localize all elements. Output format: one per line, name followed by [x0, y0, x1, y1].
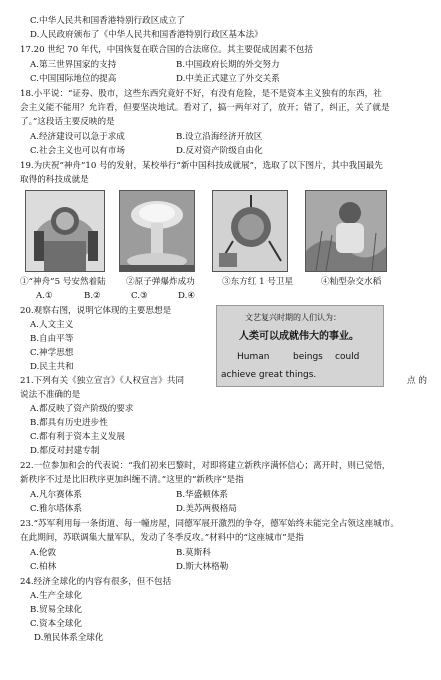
quote-en-word3: could	[335, 352, 360, 362]
q17-option-b: B.中国政府长期的外交努力	[176, 60, 280, 70]
q24-option-c: C.资本全球化	[30, 619, 82, 629]
q19-stem-line1: 19.为庆祝“神舟”10 号的发射，某校举行“新中国科技成就展”，选取了以下图片，其中我国最先	[20, 161, 383, 171]
caption-3: ③东方红 1 号卫星	[222, 277, 294, 287]
q21-stem-line2: 说法不准确的是	[20, 390, 81, 400]
photo-atomic-bomb	[119, 190, 195, 272]
quote-en-word2: beings	[293, 352, 323, 362]
caption-4: ④籼型杂交水稻	[321, 277, 382, 287]
renaissance-quote-box	[216, 305, 384, 387]
q22-option-d: D.美苏两极格局	[176, 504, 237, 514]
q20-option-b: B.自由平等	[30, 334, 74, 344]
q21-option-c: C.都有利于资本主义发展	[30, 432, 125, 442]
prev-option-c: C.中华人民共和国香港特别行政区成立了	[30, 16, 186, 26]
q18-option-a: A.经济建设可以急于求成	[30, 132, 125, 142]
q23-stem-line2: 在此期间，苏联调集大量军队，发动了冬季反攻。”材料中的“这座城市”是指	[20, 533, 304, 543]
q18-stem-line3: 了。”这段话主要反映的是	[20, 117, 115, 127]
q23-option-b: B.莫斯科	[176, 548, 211, 558]
q24-option-a: A.生产全球化	[30, 591, 82, 601]
q19-stem-line2: 取得的科技成就是	[20, 175, 89, 185]
photo-shenzhou5-landing	[25, 190, 105, 272]
q24-option-b: B.贸易全球化	[30, 605, 83, 615]
q22-option-a: A.凡尔赛体系	[30, 490, 82, 500]
q18-option-d: D.反对资产阶级自由化	[176, 146, 263, 156]
prev-option-d: D.人民政府颁布了《中华人民共和国香港特别行政区基本法》	[30, 30, 263, 40]
q21-stem-line1b: 点 的	[407, 376, 427, 386]
q21-option-b: B.都具有历史进步性	[30, 418, 108, 428]
q23-stem-line1: 23.“苏军利用每一条街道、每一幢房屋，同德军展开激烈的争夺，德军始终未能完全占领这座城市。	[20, 519, 399, 529]
q21-option-d: D.都反对封建专制	[30, 446, 100, 456]
q18-stem-line1: 18.小平说：“证券、股市，这些东西究竟好不好，有没有危险，是不是资本主义独有的东西，社	[20, 89, 382, 99]
q19-option-c: C.③	[131, 291, 148, 301]
q24-option-d: D.殖民体系全球化	[34, 633, 104, 643]
quote-main: 人类可以成就伟大的事业。	[239, 331, 359, 342]
quote-en-line2: achieve great things.	[221, 370, 317, 380]
q17-option-c: C.中国国际地位的提高	[30, 74, 117, 84]
q18-stem-line2: 会主义能不能用？允许看，但要坚决地试。看对了，搞一两年对了，放开；错了，纠正，关了就是	[20, 103, 390, 113]
q22-stem-line1: 22.一位参加和会的代表说：“我们初来巴黎时，对即将建立新秩序满怀信心；离开时，则已觉悟，	[20, 461, 391, 471]
q24-stem: 24.经济全球化的内容有很多，但不包括	[20, 577, 172, 587]
q17-stem: 17.20 世纪 70 年代，中国恢复在联合国的合法席位。其主要促成因素不包括	[20, 45, 313, 55]
quote-en-word1: Human	[237, 352, 270, 362]
quote-intro: 文艺复兴时期的人们认为：	[245, 313, 341, 322]
q17-option-a: A.第三世界国家的支持	[30, 60, 117, 70]
q19-option-b: B.②	[84, 291, 101, 301]
q23-option-a: A.伦敦	[30, 548, 57, 558]
caption-1: ①“神舟”5 号安然着陆	[20, 277, 106, 287]
q17-option-d: D.中美正式建立了外交关系	[176, 74, 280, 84]
q21-stem-line1a: 21.下列有关《独立宣言》《人权宣言》共同	[20, 376, 185, 386]
q20-option-d: D.民主共和	[30, 362, 74, 372]
q19-option-a: A.①	[36, 291, 53, 301]
q18-option-c: C.社会主义也可以有市场	[30, 146, 125, 156]
q20-stem: 20.观察右图，说明它体现的主要思想是	[20, 306, 172, 316]
photo-dongfanghong-satellite	[212, 190, 288, 272]
photo-hybrid-rice	[305, 190, 387, 272]
q23-option-c: C.柏林	[30, 562, 57, 572]
q20-option-a: A.人文主义	[30, 320, 74, 330]
q22-stem-line2: 新秩序不过是比旧秩序更加纠缠不清。”这里的“新秩序”是指	[20, 475, 244, 485]
caption-2: ②原子弹爆炸成功	[126, 277, 195, 287]
q19-option-d: D.④	[178, 291, 196, 301]
q22-option-c: C.雅尔塔体系	[30, 504, 82, 514]
q22-option-b: B.华盛顿体系	[176, 490, 229, 500]
q21-option-a: A.都反映了资产阶级的要求	[30, 404, 134, 414]
q23-option-d: D.斯大林格勒	[176, 562, 229, 572]
q18-option-b: B.设立沿海经济开放区	[176, 132, 263, 142]
q20-option-c: C.神学思想	[30, 348, 74, 358]
